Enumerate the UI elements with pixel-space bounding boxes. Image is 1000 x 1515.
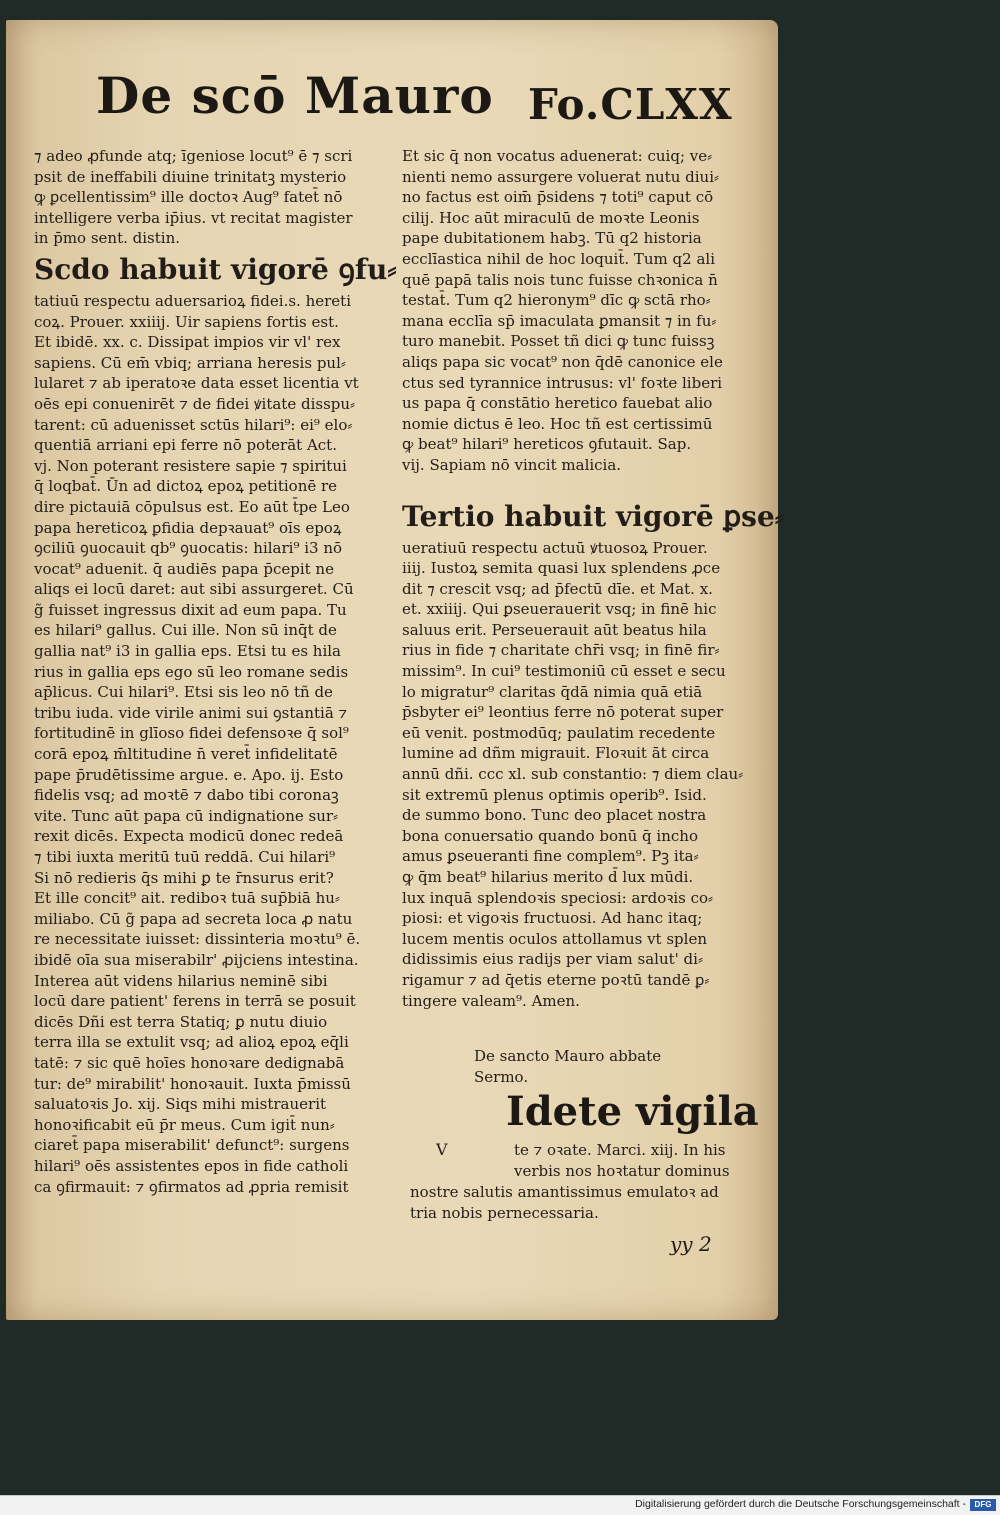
sermon-initial-line: Idete vigila xyxy=(506,1088,759,1135)
text-line: saluus erit. Perseuerauit aūt beatus hila xyxy=(402,620,707,639)
text-line: et. xxiiij. Qui ꝑseuerauerit vsq; in finē hic xyxy=(402,600,717,619)
text-line: dire pictauiā cōpulsus est. Eo aūt t̄pe Leo xyxy=(34,497,350,516)
right-column-paragraph-1 xyxy=(402,146,760,476)
left-column xyxy=(34,146,396,1197)
text-line: ꝙ beat⁹ hilari⁹ hereticos ꝯfutauit. Sap. xyxy=(402,435,692,454)
text-line: didissimis eius radijs per viam salut' di⸗ xyxy=(402,950,703,969)
text-line: locū dare patient' ferens in terrā se posuit xyxy=(34,992,356,1011)
text-line: rius in gallia eps ego sū leo romane sedis xyxy=(34,662,349,681)
text-line: Si nō redieris q̄s mihi ꝑ te r̄nsurus erit? xyxy=(34,868,334,887)
text-line: ap̄licus. Cui hilari⁹. Etsi sis leo nō tñ de xyxy=(34,683,333,702)
sermon-label: Sermo. xyxy=(474,1068,529,1086)
sermon-line: te ⁊ oꝛate. Marci. xiij. In his xyxy=(514,1141,726,1159)
text-line: turo manebit. Posset tñ dici ꝙ tunc fuissꝫ xyxy=(402,332,715,351)
text-line: Et ille concit⁹ ait. rediboꝛ tuā sup̄biā hu⸗ xyxy=(34,889,340,908)
text-line: Et ibidē. xx. c. Dissipat impios vir vl' rex xyxy=(34,333,341,352)
text-line: vocat⁹ aduenit. q̄ audiēs papa p̄cepit ne xyxy=(34,559,334,578)
text-line: ꝯciliū ꝯuocauit qb⁹ ꝯuocatis: hilari⁹ i3 nō xyxy=(34,539,343,558)
text-line: fidelis vsq; ad moꝛtē ⁊ dabo tibi coronaꝫ xyxy=(34,786,339,805)
text-line: bona conuersatio quando bonū q̄ incho xyxy=(402,826,698,845)
text-line: ca ꝯfirmauit: ⁊ ꝯfirmatos ad ꝓpria remisit xyxy=(34,1177,349,1196)
signature-mark: yy 2 xyxy=(670,1232,712,1256)
text-line: pape dubitationem habꝫ. Tū q2 historia xyxy=(402,229,702,248)
text-line: quē papā talis nois tunc fuisse chꝛonica n̄ xyxy=(402,270,718,289)
text-line: tribu iuda. vide virile animi sui ꝯstantiā ⁊ xyxy=(34,703,348,722)
text-line: psit de ineffabili diuine trinitatꝫ mysterio xyxy=(34,167,347,186)
text-line: intelligere verba ip̄ius. vt recitat magister xyxy=(34,208,353,227)
text-line: hilari⁹ oēs assistentes epos in fide catholi xyxy=(34,1156,349,1175)
running-title: De scō Mauro xyxy=(96,66,494,125)
text-line: lumine ad dñm migrauit. Floꝛuit āt circa xyxy=(402,744,710,763)
text-line: dit ⁊ crescit vsq; ad p̄fectū dīe. et Mat. x. xyxy=(402,579,713,598)
text-line: sapiens. Cū em̄ vbiq; arriana heresis pul⸗ xyxy=(34,353,346,372)
text-line: ꝙ ꝑcellentissim⁹ ille doctoꝛ Aug⁹ fatet̄ nō xyxy=(34,188,343,207)
text-line: ibidē oīa sua miserabilr' ꝓijciens intestina. xyxy=(34,950,359,969)
right-column-paragraph-2 xyxy=(402,538,760,1012)
text-line: pape p̄rudētissime argue. e. Apo. ij. Esto xyxy=(34,765,344,784)
text-line: Et sic q̄ non vocatus aduenerat: cuiq; ve⸗ xyxy=(402,147,713,165)
text-line: fortitudinē in glīoso fidei defensoꝛe q̄ sol⁹ xyxy=(34,724,349,743)
text-line: miliabo. Cū g̃ papa ad secreta loca ꝓ natu xyxy=(34,909,353,928)
text-line: coꝝ. Prouer. xxiiij. Uir sapiens fortis est. xyxy=(34,312,339,331)
text-line: rius in fide ⁊ charitate chr̄i vsq; in finē fir⸗ xyxy=(402,641,720,660)
text-line: gallia nat⁹ i3 in gallia eps. Etsi tu es hila xyxy=(34,642,341,661)
text-line: quentiā arriani epi ferre nō poterāt Act. xyxy=(34,436,337,455)
text-line: cilij. Hoc aūt miraculū de moꝛte Leonis xyxy=(402,208,700,227)
text-line: ciaret̄ papa miserabilit' defunct⁹: surgens xyxy=(34,1136,350,1155)
text-line: annū dñi. ccc xl. sub constantio: ⁊ diem clau⸗ xyxy=(402,765,744,784)
text-line: rigamur ⁊ ad q̄etis eterne poꝛtū tandē ꝑ⸗ xyxy=(402,970,710,989)
text-line: vj. Non poterant resistere sapie ⁊ spiritui xyxy=(34,456,347,475)
text-line: dicēs Dñi est terra Statiq; ꝑ nutu diuio xyxy=(34,1012,328,1031)
paragraph-gap xyxy=(402,476,760,496)
text-line: oēs epi conuenirēt ⁊ de fidei ꝟitate disspu⸗ xyxy=(34,394,356,413)
text-line: eū venit. postmodūq; paulatim recedente xyxy=(402,723,716,742)
text-line: in p̄mo sent. distin. xyxy=(34,229,181,248)
sermon-line: nostre salutis amantissimus emulatoꝛ ad xyxy=(410,1183,719,1201)
text-line: ⁊ adeo ꝓfunde atq; īgeniose locut⁹ ē ⁊ scri xyxy=(34,147,353,165)
text-line: corā epoꝝ m̄ltitudine n̄ veret̄ infidelitatē xyxy=(34,745,338,764)
text-line: lux inquā splendoꝛis speciosi: ardoꝛis co⸗ xyxy=(402,888,714,907)
left-column-paragraph-2 xyxy=(34,291,396,1197)
text-line: lo migratur⁹ claritas q̄dā nimia quā etiā xyxy=(402,682,703,701)
text-line: no factus est oim̄ p̄sidens ⁊ toti⁹ caput cō xyxy=(402,188,714,207)
text-line: ctus sed tyrannice intrusus: vl' foꝛte liberi xyxy=(402,373,723,392)
guide-letter: V xyxy=(436,1140,448,1159)
text-line: piosi: et vigoꝛis fructuosi. Ad hanc itaq; xyxy=(402,909,703,928)
sermon-body xyxy=(410,1140,770,1224)
text-line: ꝙ q̄m beat⁹ hilarius merito d̄ lux mūdi. xyxy=(402,868,694,886)
text-line: tur: de⁹ mirabilit' honoꝛauit. Iuxta p̄missū xyxy=(34,1074,351,1093)
text-line: ecclīastica nihil de hoc loquit̄. Tum q2 ali xyxy=(402,249,716,268)
text-line: p̄sbyter ei⁹ leontius ferre nō poterat super xyxy=(402,703,724,722)
text-line: sit extremū plenus optimis operib⁹. Isid. xyxy=(402,785,707,804)
folio-number: Fo.CLXX xyxy=(528,80,733,129)
footer-bar xyxy=(0,1495,1000,1515)
text-line: de summo bono. Tunc deo placet nostra xyxy=(402,806,707,825)
text-line: tatiuū respectu aduersarioꝝ fidei.s. hereti xyxy=(34,291,351,310)
text-line: tatē: ⁊ sic quē hoīes honoꝛare dedignabā xyxy=(34,1053,345,1072)
right-section-heading: Tertio habuit vigorē ꝑse⸗ xyxy=(402,499,785,533)
text-line: es hilari⁹ gallus. Cui ille. Non sū inq̄t de xyxy=(34,621,337,640)
text-line: tingere valeam⁹. Amen. xyxy=(402,991,580,1010)
text-line: ⁊ tibi iuxta meritū tuū reddā. Cui hilari⁹ xyxy=(34,848,336,866)
text-line: missim⁹. In cui⁹ testimoniū cū esset e secu xyxy=(402,662,726,681)
text-line: iiij. Iustoꝝ semita quasi lux splendens ꝓce xyxy=(402,559,721,578)
text-line: nienti nemo assurgere voluerat nutu diui⸗ xyxy=(402,167,719,186)
sermon-heading xyxy=(474,1046,764,1088)
text-line: rexit dicēs. Expecta modicū donec redeā xyxy=(34,827,344,846)
sermon-line: tria nobis pernecessaria. xyxy=(410,1204,599,1222)
sermon-title-line: De sancto Mauro abbate xyxy=(474,1047,662,1065)
text-line: nomie dictus ē leo. Hoc tñ est certissimū xyxy=(402,414,713,433)
text-line: amus ꝑseueranti fine complem⁹. Pꝫ ita⸗ xyxy=(402,847,699,866)
dfg-logo-icon[interactable]: DFG xyxy=(970,1499,996,1511)
text-line: aliqs papa sic vocat⁹ non q̄dē canonice ele xyxy=(402,352,723,371)
text-line: vite. Tunc aūt papa cū indignatione sur⸗ xyxy=(34,806,339,825)
left-section-heading: Scdo habuit vigorē ꝯfu⸗ xyxy=(34,252,397,286)
sermon-line: verbis nos hoꝛtatur dominus xyxy=(514,1162,730,1180)
left-column-paragraph-1 xyxy=(34,146,396,249)
text-line: mana ecclīa sp̄ imaculata ꝑmansit ⁊ in fu⸗ xyxy=(402,311,717,330)
text-line: aliqs ei locū daret: aut sibi assurgeret. Cū xyxy=(34,580,354,599)
text-line: papa hereticoꝝ ꝑfidia depꝛauat⁹ oīs epoꝝ xyxy=(34,518,342,537)
text-line: us papa q̄ constātio heretico fauebat alio xyxy=(402,394,713,413)
text-line: tarent: cū aduenisset sctūs hilari⁹: ei⁹ elo⸗ xyxy=(34,415,353,434)
text-line: re necessitate iuisset: dissinteria moꝛtu⁹ ē. xyxy=(34,930,361,949)
text-line: terra illa se extulit vsq; ad alioꝝ epoꝝ eq̄li xyxy=(34,1033,349,1052)
text-line: Interea aūt videns hilarius neminē sibi xyxy=(34,971,328,990)
right-column xyxy=(402,146,785,1011)
text-line: vij. Sapiam nō vincit malicia. xyxy=(402,455,622,474)
text-line: honoꝛificabit eū p̄r meus. Cum igit̄ nun⸗ xyxy=(34,1115,335,1134)
text-line: ueratiuū respectu actuū ꝟtuosoꝝ Prouer. xyxy=(402,538,708,557)
text-line: lucem mentis oculos attollamus vt splen xyxy=(402,929,707,948)
text-line: saluatoꝛis Jo. xij. Siqs mihi mistrauerit xyxy=(34,1095,327,1114)
footer-credit: Digitalisierung gefördert durch die Deutsche Forschungsgemeinschaft - xyxy=(635,1498,966,1510)
text-line: testat̄. Tum q2 hieronym⁹ dīc ꝙ sctā rho⸗ xyxy=(402,291,711,310)
text-line: g̃ fuisset ingressus dixit ad eum papa. Tu xyxy=(34,600,347,619)
text-line: lularet ⁊ ab iperatoꝛe data esset licentia vt xyxy=(34,374,359,393)
text-line: q̄ loqbat̄. Ūn ad dictoꝝ epoꝝ petitionē re xyxy=(34,477,338,496)
